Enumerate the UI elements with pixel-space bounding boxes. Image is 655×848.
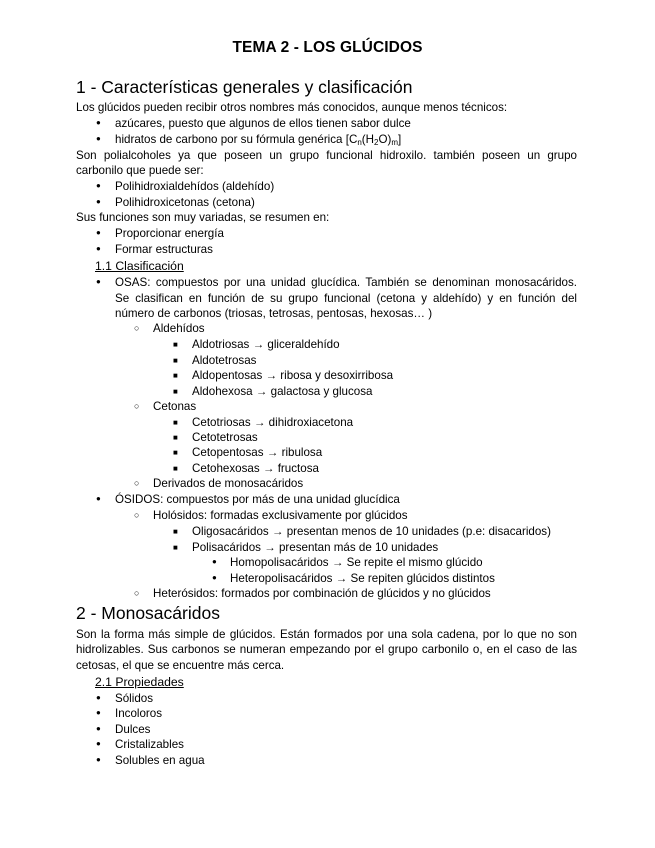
- list-item: Cetotriosas → dihidroxiacetona: [192, 416, 354, 429]
- bullet-disc: [212, 572, 217, 587]
- paragraph-line: Son la forma más simple de glúcidos. Están formados por una sola cadena, por lo que no son: [76, 628, 577, 641]
- list-item: Polihidroxicetonas (cetona): [115, 196, 255, 209]
- bullet-disc: [96, 754, 101, 769]
- list-item: Polisacáridos → presentan más de 10 unidades: [192, 541, 439, 554]
- list-item: Cetopentosas → ribulosa: [192, 446, 323, 459]
- list-item: Cristalizables: [115, 738, 184, 751]
- list-item: ÓSIDOS: compuestos por más de una unidad glucídica: [115, 493, 400, 506]
- bullet-disc: [96, 227, 101, 242]
- paragraph-line: Son polialcoholes ya que poseen un grupo funcional hidroxilo. también poseen un grupo: [76, 149, 577, 162]
- bullet-square: [173, 541, 178, 556]
- bullet-disc: [96, 133, 101, 148]
- list-item: Formar estructuras: [115, 243, 213, 256]
- bullet-disc: [96, 723, 101, 738]
- intro-text: Los glúcidos pueden recibir otros nombres más conocidos, aunque menos técnicos:: [76, 101, 508, 114]
- bullet-disc: [96, 117, 101, 132]
- bullet-disc: [96, 738, 101, 753]
- bullet-square: [173, 338, 178, 353]
- list-item: Aldotetrosas: [192, 354, 257, 367]
- bullet-square: [173, 369, 178, 384]
- list-item: Sólidos: [115, 692, 154, 705]
- list-item: Aldopentosas → ribosa y desoxirribosa: [192, 369, 394, 382]
- list-item: Solubles en agua: [115, 754, 205, 767]
- bullet-disc: [96, 196, 101, 211]
- subsection-1-1-heading: 1.1 Clasificación: [95, 259, 184, 273]
- list-item: azúcares, puesto que algunos de ellos tienen sabor dulce: [115, 117, 411, 130]
- bullet-circle: [134, 322, 139, 336]
- list-item: Oligosacáridos → presentan menos de 10 unidades (p.e: disacaridos): [192, 525, 551, 538]
- list-item: Cetohexosas → fructosa: [192, 462, 319, 475]
- list-item: Aldehídos: [153, 322, 205, 335]
- paragraph-line: hidrolizables. Sus carbonos se numeran empezando por el grupo carbonilo o, en el caso de las: [76, 643, 577, 656]
- bullet-disc: [96, 493, 101, 508]
- section-1-heading: 1 - Características generales y clasificación: [76, 77, 413, 97]
- paragraph-line: carbonilo que puede ser:: [76, 164, 204, 177]
- bullet-disc: [96, 707, 101, 722]
- bullet-disc: [96, 180, 101, 195]
- bullet-circle: [134, 400, 139, 414]
- paragraph-line: número de carbonos (triosas, tetrosas, pentosas, hexosas… ): [115, 307, 433, 320]
- list-item: Polihidroxialdehídos (aldehído): [115, 180, 275, 193]
- list-item: Holósidos: formadas exclusivamente por glúcidos: [153, 509, 408, 522]
- list-item: Proporcionar energía: [115, 227, 224, 240]
- bullet-square: [173, 446, 178, 461]
- formula-lead-text: hidratos de carbono por su fórmula genérica: [115, 133, 343, 146]
- list-item: Derivados de monosacáridos: [153, 477, 304, 490]
- bullet-square: [173, 431, 178, 446]
- bullet-circle: [134, 477, 139, 491]
- list-item: Aldohexosa → galactosa y glucosa: [192, 385, 373, 398]
- bullet-square: [173, 385, 178, 400]
- bullet-circle: [134, 509, 139, 523]
- paragraph-line: cetosas, el que se encuentre más cerca.: [76, 659, 285, 672]
- list-item: Heterósidos: formados por combinación de glúcidos y no glúcidos: [153, 587, 491, 600]
- paragraph-line: Se clasifican en función de su grupo funcional (cetona y aldehído) y en función del: [115, 292, 577, 305]
- bullet-disc: [96, 692, 101, 707]
- list-item: Cetonas: [153, 400, 197, 413]
- bullet-square: [173, 416, 178, 431]
- bullet-square: [173, 354, 178, 369]
- list-item: [115, 133, 401, 147]
- paragraph-line: Sus funciones son muy variadas, se resumen en:: [76, 211, 330, 224]
- subsection-2-1-heading: 2.1 Propiedades: [95, 675, 184, 689]
- bullet-disc: [96, 276, 101, 291]
- chemical-formula: $[C_n(H_2O)_m]$: [345, 133, 402, 147]
- list-item: Incoloros: [115, 707, 163, 720]
- list-item: Homopolisacáridos → Se repite el mismo glúcido: [230, 556, 483, 569]
- list-item: Aldotriosas → gliceraldehído: [192, 338, 340, 351]
- list-item: Cetotetrosas: [192, 431, 258, 444]
- list-item: Dulces: [115, 723, 151, 736]
- section-2-heading: 2 - Monosacáridos: [76, 603, 220, 623]
- bullet-disc: [212, 556, 217, 571]
- bullet-disc: [96, 243, 101, 258]
- document-title: TEMA 2 - LOS GLÚCIDOS: [232, 39, 423, 56]
- list-item: Heteropolisacáridos → Se repiten glúcidos distintos: [230, 572, 495, 585]
- bullet-square: [173, 525, 178, 540]
- paragraph-line: OSAS: compuestos por una unidad glucídica. También se denominan monosacáridos.: [115, 276, 577, 289]
- bullet-square: [173, 462, 178, 477]
- bullet-circle: [134, 587, 139, 601]
